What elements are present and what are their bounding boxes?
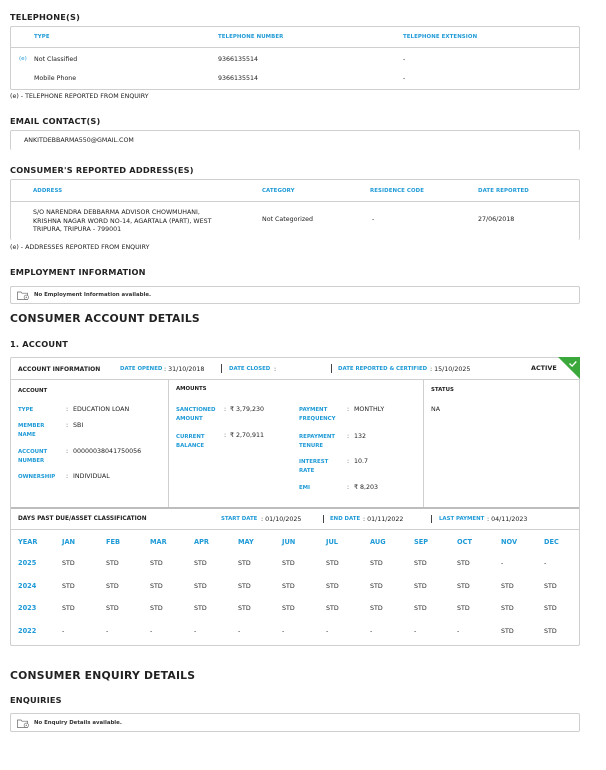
dpd-col-nov: NOV (501, 538, 518, 546)
enquiry-empty: No Enquiry Details available. (34, 720, 122, 726)
folder-icon (17, 719, 30, 728)
email-value: ANKITDEBBARMA550@GMAIL.COM (24, 137, 134, 144)
dpd-cell: STD (370, 604, 383, 612)
account-details-title: CONSUMER ACCOUNT DETAILS (10, 312, 200, 325)
start-date-label: START DATE (221, 516, 258, 522)
employment-box (10, 286, 580, 304)
address-date: 27/06/2018 (478, 216, 515, 223)
dpd-cell: STD (326, 559, 339, 567)
col-residence-code: RESIDENCE CODE (370, 188, 425, 194)
telephones-title: TELEPHONE(S) (10, 12, 81, 22)
ownership-label: OWNERSHIP (18, 474, 56, 480)
dpd-cell: STD (194, 582, 207, 590)
dpd-cell: STD (282, 559, 295, 567)
payment-frequency-label: PAYMENT FREQUENCY (299, 407, 336, 422)
dpd-cell: STD (370, 582, 383, 590)
dpd-cell: STD (326, 582, 339, 590)
dpd-cell: STD (457, 582, 470, 590)
sanctioned-label: SANCTIONED AMOUNT (176, 407, 216, 422)
account-info-label: ACCOUNT INFORMATION (18, 366, 101, 373)
current-balance-label: CURRENT BALANCE (176, 434, 205, 449)
dpd-cell: STD (238, 604, 251, 612)
dpd-year: 2025 (18, 559, 37, 567)
dpd-col-dec: DEC (544, 538, 559, 546)
enquiry-title: CONSUMER ENQUIRY DETAILS (10, 669, 196, 682)
address-note: (e) - ADDRESSES REPORTED FROM ENQUIRY (10, 244, 150, 251)
date-reported-label: DATE REPORTED & CERTIFIED (338, 366, 428, 372)
dpd-cell: - (457, 627, 460, 635)
dpd-cell: - (370, 627, 373, 635)
dpd-cell: - (194, 627, 197, 635)
dpd-col-jul: JUL (326, 538, 339, 546)
enquiries-subtitle: ENQUIRIES (10, 695, 62, 705)
address-table (10, 179, 580, 240)
phone-type: Mobile Phone (34, 75, 77, 82)
dpd-cell: STD (457, 559, 470, 567)
last-payment-label: LAST PAYMENT (439, 516, 485, 522)
col-category: CATEGORY (262, 188, 295, 194)
account-card: ACCOUNT INFORMATION DATE OPENED : 31/10/2018 DATE CLOSED : DATE REPORTED & CERTIFIED : 15/10/2025 ACTIVE ACCOUNT TYPE : EDUCATION LOAN MEMBER NAME : SBI ACCOUNT NUMBER : 00000038041750056 OWNERSHIP : INDIVIDUAL AMOUNTS SANCTIONED AMOUNT : ₹ 3,79,230 CURRENT BALANCE : ₹ 2,70,911 PAYMENT FREQUENCY : MONTHLY REPAYMENT TENURE : 132 INTEREST RATE : 10.7 EMI : ₹ 8,203 STATUS NA DAYS PAST DUE/ASSET CLASSIFICATION START DATE : 01/10/2025 END DATE : 01/11/2022 LAST PAYMENT : 04/11/2023 YEAR JAN FEB MAR APR MAY JUN JUL AUG SEP OCT NOV DEC 2025 STD STD STD STD STD STD STD STD STD STD - - 2024 STD STD STD STD STD STD STD STD STD STD STD STD 2023 STD STD STD STD STD STD STD STD STD STD STD STD 2022 - - - - - - - - - - STD STD (10, 357, 580, 646)
dpd-cell: STD (106, 559, 119, 567)
address-line: KRISHNA NAGAR WORD NO-14, AGARTALA (PART), WEST (33, 217, 212, 225)
dpd-cell: - (414, 627, 417, 635)
dpd-cell: STD (238, 582, 251, 590)
dpd-cell: - (150, 627, 153, 635)
employment-title: EMPLOYMENT INFORMATION (10, 267, 146, 277)
status-value: NA (431, 406, 441, 413)
dpd-cell: STD (150, 582, 163, 590)
dpd-cell: - (62, 627, 65, 635)
dpd-cell: - (544, 559, 547, 567)
repayment-tenure-label: REPAYMENT TENURE (299, 434, 336, 449)
dpd-cell: STD (150, 559, 163, 567)
dpd-title: DAYS PAST DUE/ASSET CLASSIFICATION (18, 516, 147, 522)
phone-number: 9366135514 (218, 56, 259, 63)
dpd-cell: STD (150, 604, 163, 612)
dpd-cell: - (326, 627, 329, 635)
dpd-cell: STD (282, 582, 295, 590)
dpd-cell: STD (194, 559, 207, 567)
dpd-cell: STD (414, 559, 427, 567)
address-category: Not Categorized (262, 216, 313, 223)
dpd-col-may: MAY (238, 538, 254, 546)
end-date-label: END DATE (330, 516, 361, 522)
dpd-year: 2023 (18, 604, 37, 612)
dpd-cell: STD (501, 604, 514, 612)
dpd-col-mar: MAR (150, 538, 167, 546)
enquiry-box (10, 713, 580, 732)
status-col-title: STATUS (431, 387, 454, 393)
dpd-cell: STD (501, 582, 514, 590)
address-line: S/O NARENDRA DEBBARMA ADVISOR CHOWMUHANI, (33, 209, 200, 216)
dpd-cell: STD (194, 604, 207, 612)
dpd-col-year: YEAR (18, 538, 38, 546)
interest-rate: 10.7 (354, 458, 369, 465)
dpd-year: 2022 (18, 627, 37, 635)
telephones-table (10, 26, 580, 90)
amounts-col-title: AMOUNTS (176, 386, 207, 392)
col-date-reported: DATE REPORTED (478, 188, 529, 194)
account-col-title: ACCOUNT (18, 388, 48, 394)
dpd-cell: STD (282, 604, 295, 612)
dpd-cell: STD (370, 559, 383, 567)
enquiry-marker: (e) (19, 56, 27, 62)
folder-icon (17, 291, 30, 300)
dpd-cell: STD (238, 559, 251, 567)
col-telephone-number: TELEPHONE NUMBER (218, 34, 284, 40)
dpd-cell: - (501, 559, 504, 567)
current-balance: ₹ 2,70,911 (230, 432, 265, 439)
start-date: 01/10/2025 (265, 515, 302, 523)
email-box (10, 130, 580, 150)
col-type: TYPE (34, 34, 50, 40)
dpd-cell: STD (414, 582, 427, 590)
dpd-cell: - (282, 627, 285, 635)
dpd-cell: STD (62, 582, 75, 590)
employment-empty: No Employment Information available. (34, 292, 152, 298)
repayment-tenure: 132 (354, 433, 367, 440)
date-opened-label: DATE OPENED (120, 366, 163, 372)
dpd-col-apr: APR (194, 538, 210, 546)
account-number: 00000038041750056 (73, 448, 142, 455)
last-payment: 04/11/2023 (491, 515, 528, 523)
col-telephone-extension: TELEPHONE EXTENSION (403, 34, 478, 40)
telephones-note: (e) - TELEPHONE REPORTED FROM ENQUIRY (10, 93, 149, 100)
dpd-col-jan: JAN (62, 538, 76, 546)
dpd-cell: STD (106, 604, 119, 612)
date-reported: 15/10/2025 (434, 365, 471, 373)
account-subtitle: 1. ACCOUNT (10, 339, 69, 349)
email-title: EMAIL CONTACT(S) (10, 116, 101, 126)
phone-number: 9366135514 (218, 75, 259, 82)
dpd-col-jun: JUN (282, 538, 296, 546)
dpd-cell: STD (501, 627, 514, 635)
status-badge: ACTIVE (531, 364, 557, 372)
dpd-cell: - (106, 627, 109, 635)
dpd-cell: STD (544, 627, 557, 635)
address-residence-code: - (372, 216, 375, 223)
dpd-cell: STD (62, 604, 75, 612)
dpd-cell: STD (544, 604, 557, 612)
phone-ext: - (403, 75, 406, 82)
phone-type: Not Classified (34, 56, 78, 63)
sanctioned-amount: ₹ 3,79,230 (230, 406, 265, 413)
dpd-cell: STD (414, 604, 427, 612)
dpd-cell: STD (544, 582, 557, 590)
dpd-col-oct: OCT (457, 538, 472, 546)
member-label: MEMBER NAME (18, 423, 45, 438)
ownership: INDIVIDUAL (73, 473, 110, 480)
dpd-cell: STD (62, 559, 75, 567)
emi-value: ₹ 8,203 (354, 484, 379, 491)
dpd-cell: STD (457, 604, 470, 612)
dpd-year: 2024 (18, 582, 37, 590)
dpd-col-feb: FEB (106, 538, 121, 546)
date-closed-label: DATE CLOSED (229, 366, 271, 372)
interest-rate-label: INTEREST RATE (299, 459, 329, 474)
address-line: TRIPURA, TRIPURA - 799001 (33, 226, 122, 233)
member-name: SBI (73, 422, 84, 429)
dpd-col-sep: SEP (414, 538, 429, 546)
dpd-col-aug: AUG (370, 538, 386, 546)
address-title: CONSUMER'S REPORTED ADDRESS(ES) (10, 165, 194, 175)
emi-label: EMI (299, 485, 311, 491)
end-date: 01/11/2022 (367, 515, 404, 523)
col-address: ADDRESS (33, 188, 63, 194)
phone-ext: - (403, 56, 406, 63)
type-label: TYPE (18, 407, 34, 413)
payment-frequency: MONTHLY (354, 406, 385, 413)
dpd-cell: - (238, 627, 241, 635)
date-opened: 31/10/2018 (168, 365, 205, 373)
account-number-label: ACCOUNT NUMBER (18, 449, 48, 464)
account-type: EDUCATION LOAN (73, 406, 130, 413)
dpd-cell: STD (106, 582, 119, 590)
dpd-cell: STD (326, 604, 339, 612)
active-check-icon (558, 357, 580, 379)
